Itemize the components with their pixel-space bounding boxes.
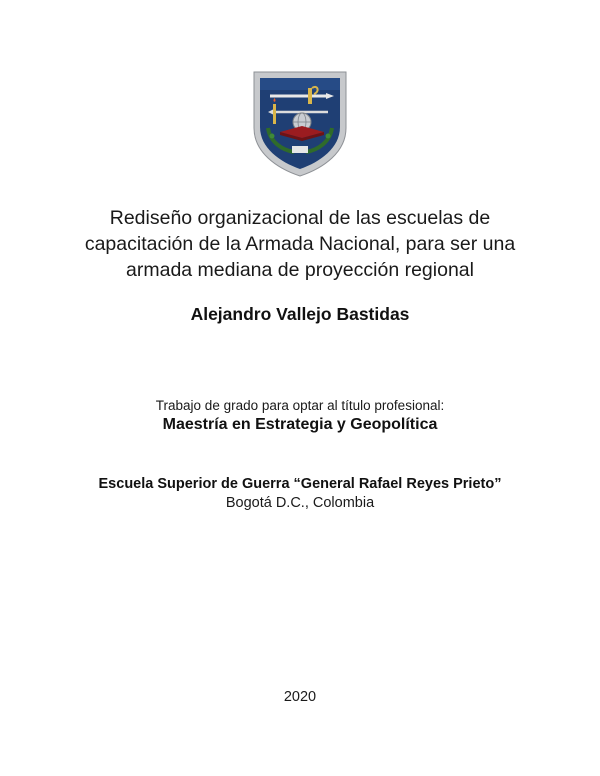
institution-emblem [252,70,348,178]
author-name: Alejandro Vallejo Bastidas [190,304,410,324]
institution-name: Escuela Superior de Guerra “General Rafael Reyes Prieto” [98,476,502,492]
document-title [0,205,600,283]
degree-intro: Trabajo de grado para optar al título profesional: [155,398,445,413]
shield-emblem-icon [252,70,348,178]
title-line: armada mediana de proyección regional [126,259,474,281]
degree-title: Maestría en Estrategia y Geopolítica [162,416,438,433]
location: Bogotá D.C., Colombia [225,495,375,511]
year: 2020 [283,689,317,705]
title-line: capacitación de la Armada Nacional, para ser una [84,233,516,255]
title-line: Rediseño organizacional de las escuelas de [109,207,491,229]
